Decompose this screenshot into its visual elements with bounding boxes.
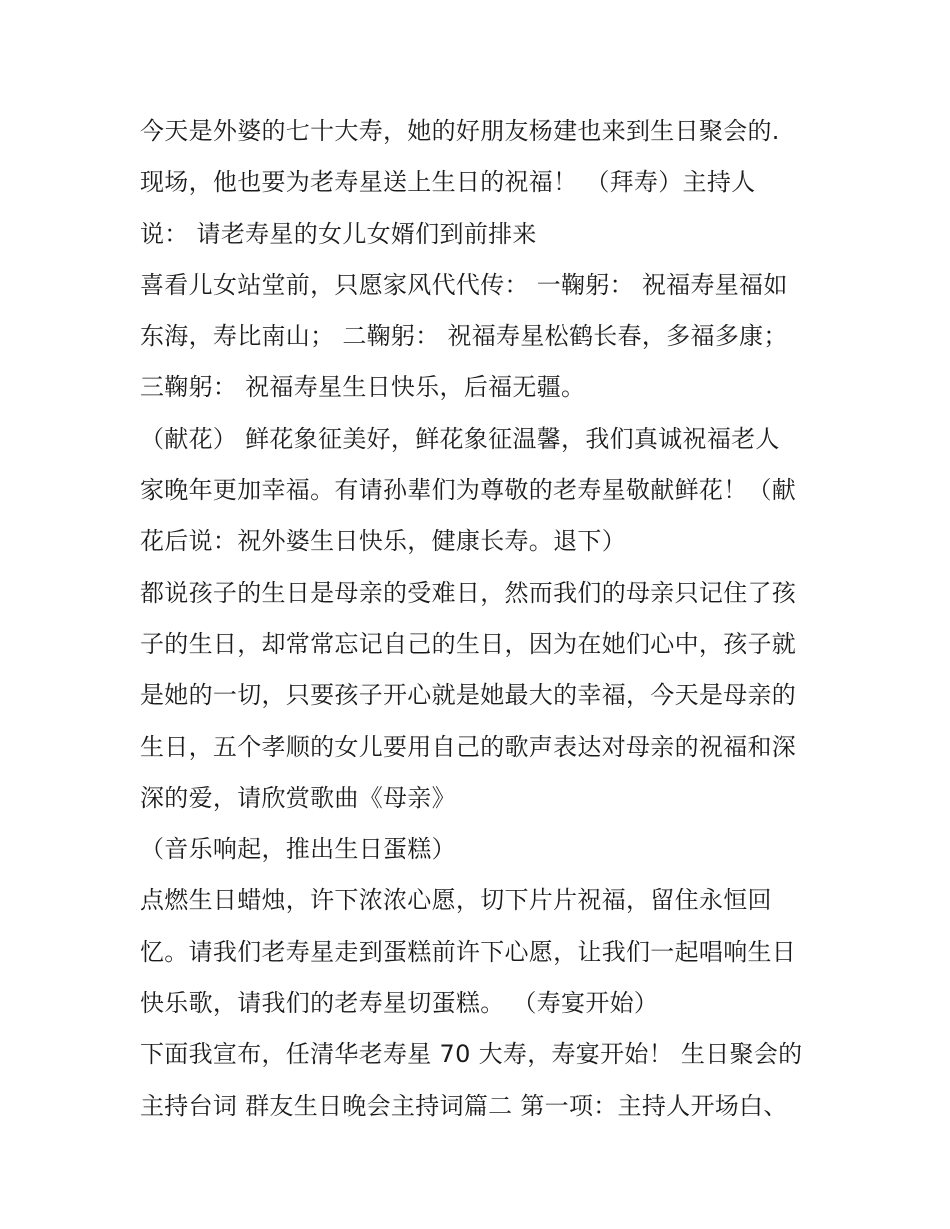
text-line: 深的爱，请欣赏歌曲《母亲》 xyxy=(140,783,456,812)
text-line: 生日，五个孝顺的女儿要用自己的歌声表达对母亲的祝福和深 xyxy=(140,732,797,761)
document-body xyxy=(140,106,820,1132)
text-line: 主持台词 群友生日晚会主持词篇二 第一项：主持人开场白、 xyxy=(140,1091,788,1120)
text-line: 东海，寿比南山； 二鞠躬： 祝福寿星松鹤长春，多福多康； xyxy=(140,322,788,351)
text-line: 今天是外婆的七十大寿，她的好朋友杨建也来到生日聚会的. xyxy=(140,117,780,145)
text-line: 三鞠躬： 祝福寿星生日快乐，后福无疆。 xyxy=(140,373,586,402)
text-line: 子的生日，却常常忘记自己的生日，因为在她们心中，孩子就 xyxy=(140,629,797,658)
text-line: 现场，他也要为老寿星送上生日的祝福！ （拜寿）主持人 xyxy=(140,168,756,197)
text-line: 快乐歌，请我们的老寿星切蛋糕。 （寿宴开始） xyxy=(140,989,659,1018)
text-line: 说： 请老寿星的女儿女婿们到前排来 xyxy=(140,219,537,248)
text-line: 喜看儿女站堂前，只愿家风代代传： 一鞠躬： 祝福寿星福如 xyxy=(140,270,788,299)
text-line: （音乐响起，推出生日蛋糕） xyxy=(140,835,456,864)
text-line: 家晚年更加幸福。有请孙辈们为尊敬的老寿星敬献鲜花！（献 xyxy=(140,476,797,505)
text-line: 是她的一切，只要孩子开心就是她最大的幸福，今天是母亲的 xyxy=(140,681,797,710)
text-line: 忆。请我们老寿星走到蛋糕前许下心愿，让我们一起唱响生日 xyxy=(140,937,797,966)
text-line: （献花） 鲜花象征美好，鲜花象征温馨，我们真诚祝福老人 xyxy=(140,424,780,453)
text-line: 下面我宣布，任清华老寿星 70 大寿，寿宴开始！ 生日聚会的 xyxy=(140,1040,803,1069)
text-line: 花后说：祝外婆生日快乐，健康长寿。退下） xyxy=(140,527,626,556)
text-line: 都说孩子的生日是母亲的受难日，然而我们的母亲只记住了孩 xyxy=(140,578,797,607)
text-line: 点燃生日蜡烛，许下浓浓心愿，切下片片祝福，留住永恒回 xyxy=(140,886,772,915)
